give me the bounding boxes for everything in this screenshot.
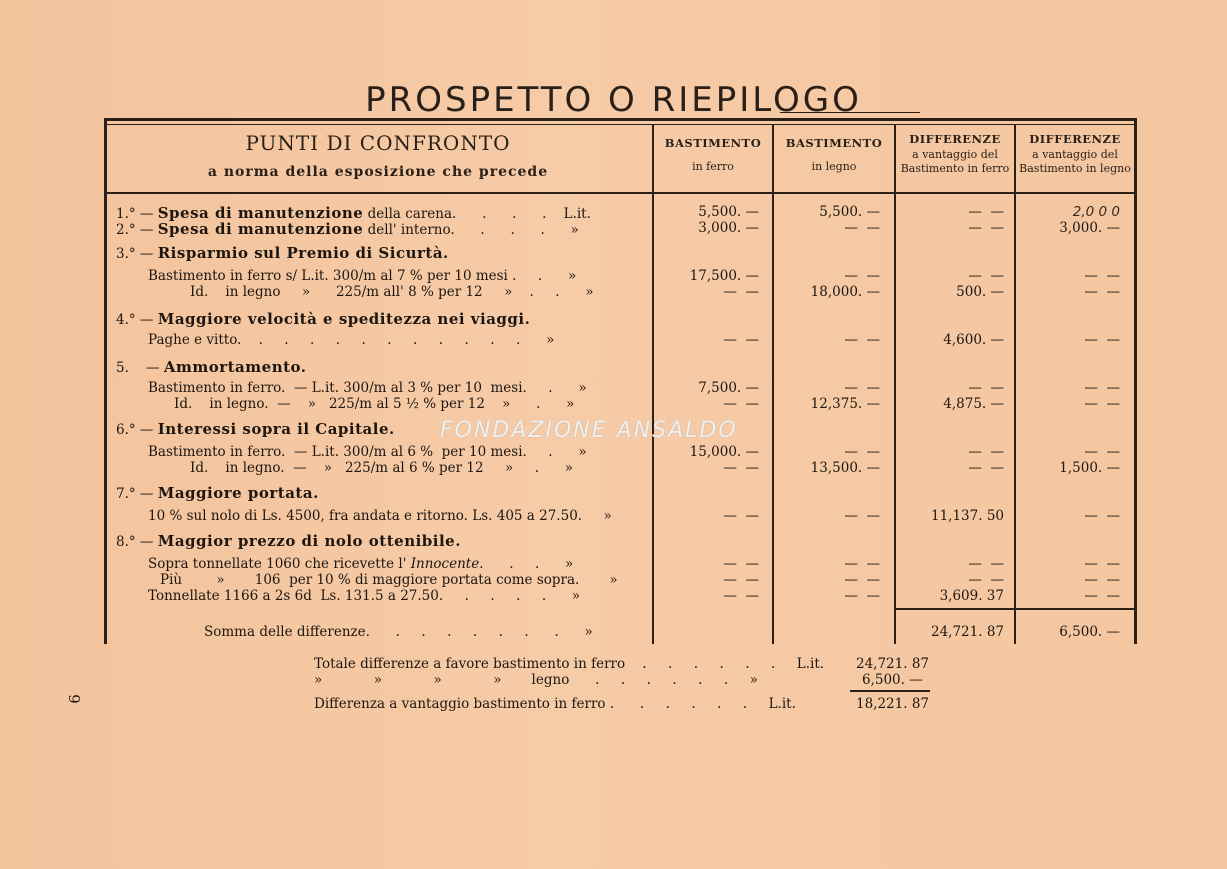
row-number: 7.° — [116, 486, 158, 502]
cell-legno: — — [844, 220, 880, 236]
row-text: Bastimento in ferro. — L.it. 300/m al 6 % per 10 mesi. . » [148, 444, 587, 460]
section-row [104, 484, 1136, 500]
cell-diff-legno: — — [1084, 444, 1120, 460]
row-text: Id. in legno. — » 225/m al 6 % per 12 » . » [190, 460, 574, 476]
ship-name: Innocente [410, 556, 480, 572]
cell-ferro: — — [723, 284, 759, 300]
table-row [104, 572, 1136, 588]
cell-diff-legno: — — [1084, 332, 1120, 348]
cell-diff-legno: — — [1084, 380, 1120, 396]
sum-rule [894, 608, 1136, 610]
col-header-diff-legno [1016, 132, 1134, 177]
watermark: FONDAZIONE ANSALDO [440, 418, 738, 443]
cell-ferro: 17,500. — [689, 268, 759, 284]
row-text: Id. in legno. — » 225/m al 5 ½ % per 12 » . » [174, 396, 575, 412]
cell-ferro: — — [723, 332, 759, 348]
section-heading: Risparmio sul Premio di Sicurtà. [157, 244, 449, 262]
section-row [104, 310, 1136, 326]
total-ferro-value: 24,721. 87 [856, 656, 929, 672]
cell-diff-ferro: — — [968, 380, 1004, 396]
row-text: Sopra tonnellate 1060 che ricevette l' [148, 556, 411, 572]
section-heading: Interessi sopra il Capitale. [157, 420, 395, 438]
cell-diff-ferro: — — [968, 444, 1004, 460]
col-header-legno-title: BASTIMENTO [785, 136, 883, 150]
table-row [104, 332, 1136, 348]
table-row [104, 204, 1136, 220]
table-row [104, 396, 1136, 412]
cell-diff-ferro: 11,137. 50 [931, 508, 1004, 524]
row-text: Bastimento in ferro. — L.it. 300/m al 3 % per 10 mesi. . » [148, 380, 587, 396]
cell-legno: — — [844, 588, 880, 604]
section-heading: Maggiore velocità e speditezza nei viaggi. [157, 310, 531, 328]
table-row [104, 460, 1136, 476]
col-header-diff-ferro-title: DIFFERENZE [909, 132, 1001, 146]
table-row [104, 380, 1136, 396]
row-text: 10 % sul nolo di Ls. 4500, fra andata e ritorno. Ls. 405 a 27.50. » [148, 508, 612, 524]
cell-diff-ferro: — — [968, 556, 1004, 572]
cell-legno: — — [844, 332, 880, 348]
row-heading: Spesa di manutenzione [157, 220, 364, 238]
table-row [104, 284, 1136, 300]
col-header-legno-sub: in legno [811, 159, 857, 173]
row-number: 2.° — [116, 222, 158, 238]
cell-diff-legno: — — [1084, 268, 1120, 284]
cell-diff-legno: 1,500. — [1059, 460, 1120, 476]
cell-legno: — — [844, 556, 880, 572]
total-legno-value: 6,500. — [862, 672, 923, 688]
row-text: dell' interno. . . . » [363, 222, 579, 238]
row-number: 6.° — [116, 422, 158, 438]
cell-diff-legno: 2,0 0 0 [1072, 204, 1120, 220]
cell-legno: — — [844, 268, 880, 284]
cell-ferro: — — [723, 508, 759, 524]
table-row [104, 268, 1136, 284]
cell-ferro: 3,000. — [698, 220, 759, 236]
title-underline [780, 112, 920, 113]
section-row [104, 358, 1136, 374]
cell-ferro: 7,500. — [698, 380, 759, 396]
cell-ferro: — — [723, 572, 759, 588]
col-header-punti-title: PUNTI DI CONFRONTO [245, 131, 511, 155]
cell-ferro: 5,500. — [698, 204, 759, 220]
cell-legno: — — [844, 380, 880, 396]
cell-diff-ferro: — — [968, 268, 1004, 284]
cell-diff-legno: — — [1084, 556, 1120, 572]
table-row [104, 588, 1136, 604]
col-header-diff-legno-title: DIFFERENZE [1029, 132, 1121, 146]
cell-ferro: 15,000. — [689, 444, 759, 460]
cell-diff-ferro: — — [968, 572, 1004, 588]
cell-legno: — — [844, 508, 880, 524]
row-text: Bastimento in ferro s/ L.it. 300/m al 7 % per 10 mesi . . » [148, 268, 577, 284]
sum-diff-ferro: 24,721. 87 [931, 624, 1004, 640]
total-ferro-label: Totale differenze a favore bastimento in ferro . . . . . . L.it. [314, 656, 825, 672]
cell-diff-ferro: — — [968, 460, 1004, 476]
section-row [104, 244, 1136, 260]
cell-legno: 12,375. — [810, 396, 880, 412]
cell-legno: — — [844, 572, 880, 588]
section-heading: Ammortamento. [163, 358, 307, 376]
row-text: Id. in legno » 225/m all' 8 % per 12 » . . » [190, 284, 594, 300]
summary-table [104, 118, 1136, 644]
col-header-diff-ferro-sub2: Bastimento in ferro [900, 162, 1010, 176]
cell-diff-legno: 3,000. — [1059, 220, 1120, 236]
row-text-tail: . . . » [479, 556, 574, 572]
col-header-diff-ferro [896, 132, 1014, 177]
cell-legno: 18,000. — [810, 284, 880, 300]
row-text: della carena. . . . L.it. [363, 206, 591, 222]
cell-diff-legno: — — [1084, 588, 1120, 604]
cell-legno: 5,500. — [819, 204, 880, 220]
row-heading: Spesa di manutenzione [157, 204, 364, 222]
sum-label: Somma delle differenze. . . . . . . . » [204, 624, 593, 640]
col-header-diff-ferro-sub1: a vantaggio del [912, 147, 998, 161]
cell-ferro: — — [723, 556, 759, 572]
difference-value: 18,221. 87 [856, 696, 929, 712]
cell-diff-legno: — — [1084, 572, 1120, 588]
table-row [104, 508, 1136, 524]
cell-legno: — — [844, 444, 880, 460]
section-row [104, 532, 1136, 548]
difference-label: Differenza a vantaggio bastimento in ferro . . . . . . L.it. [314, 696, 796, 712]
sum-diff-legno: 6,500. — [1059, 624, 1120, 640]
row-number: 4.° — [116, 312, 158, 328]
row-number: 5. — [116, 360, 164, 376]
cell-ferro: — — [723, 460, 759, 476]
cell-diff-ferro: 500. — [956, 284, 1004, 300]
total-legno-label: » » » » legno . . . . . . » [314, 672, 758, 688]
col-header-ferro-sub: in ferro [692, 159, 734, 173]
col-header-ferro [654, 136, 772, 174]
page-title: PROSPETTO O RIEPILOGO [365, 80, 862, 120]
totals-rule [850, 690, 930, 692]
cell-diff-ferro: 4,875. — [943, 396, 1004, 412]
col-header-legno [774, 136, 894, 174]
cell-diff-legno: — — [1084, 284, 1120, 300]
table-row [104, 220, 1136, 236]
col-header-punti [104, 130, 652, 182]
row-number: 3.° — [116, 246, 158, 262]
section-heading: Maggior prezzo di nolo ottenibile. [157, 532, 461, 550]
cell-ferro: — — [723, 588, 759, 604]
table-row [104, 556, 1136, 572]
cell-ferro: — — [723, 396, 759, 412]
row-text: Più » 106 per 10 % di maggiore portata come sopra. » [160, 572, 618, 588]
cell-legno: 13,500. — [810, 460, 880, 476]
cell-diff-ferro: — — [968, 220, 1004, 236]
header-bottom-rule [104, 192, 1136, 194]
cell-diff-legno: — — [1084, 508, 1120, 524]
row-number: 8.° — [116, 534, 158, 550]
sum-row [104, 624, 1136, 640]
cell-diff-legno: — — [1084, 396, 1120, 412]
row-text: Paghe e vitto. . . . . . . . . . . . » [148, 332, 555, 348]
col-header-punti-sub: a norma della esposizione che precede [207, 164, 549, 180]
row-text: Tonnellate 1166 a 2s 6d Ls. 131.5 a 27.50. . . . . » [148, 588, 581, 604]
page-number: 6 [65, 694, 84, 704]
table-top-rule-2 [104, 124, 1136, 125]
cell-diff-ferro: — — [968, 204, 1004, 220]
table-top-rule [104, 118, 1136, 121]
row-number: 1.° — [116, 206, 158, 222]
col-header-ferro-title: BASTIMENTO [664, 136, 762, 150]
col-header-diff-legno-sub2: Bastimento in legno [1019, 162, 1131, 176]
cell-diff-ferro: 3,609. 37 [939, 588, 1004, 604]
section-heading: Maggiore portata. [157, 484, 319, 502]
col-header-diff-legno-sub1: a vantaggio del [1032, 147, 1118, 161]
cell-diff-ferro: 4,600. — [943, 332, 1004, 348]
